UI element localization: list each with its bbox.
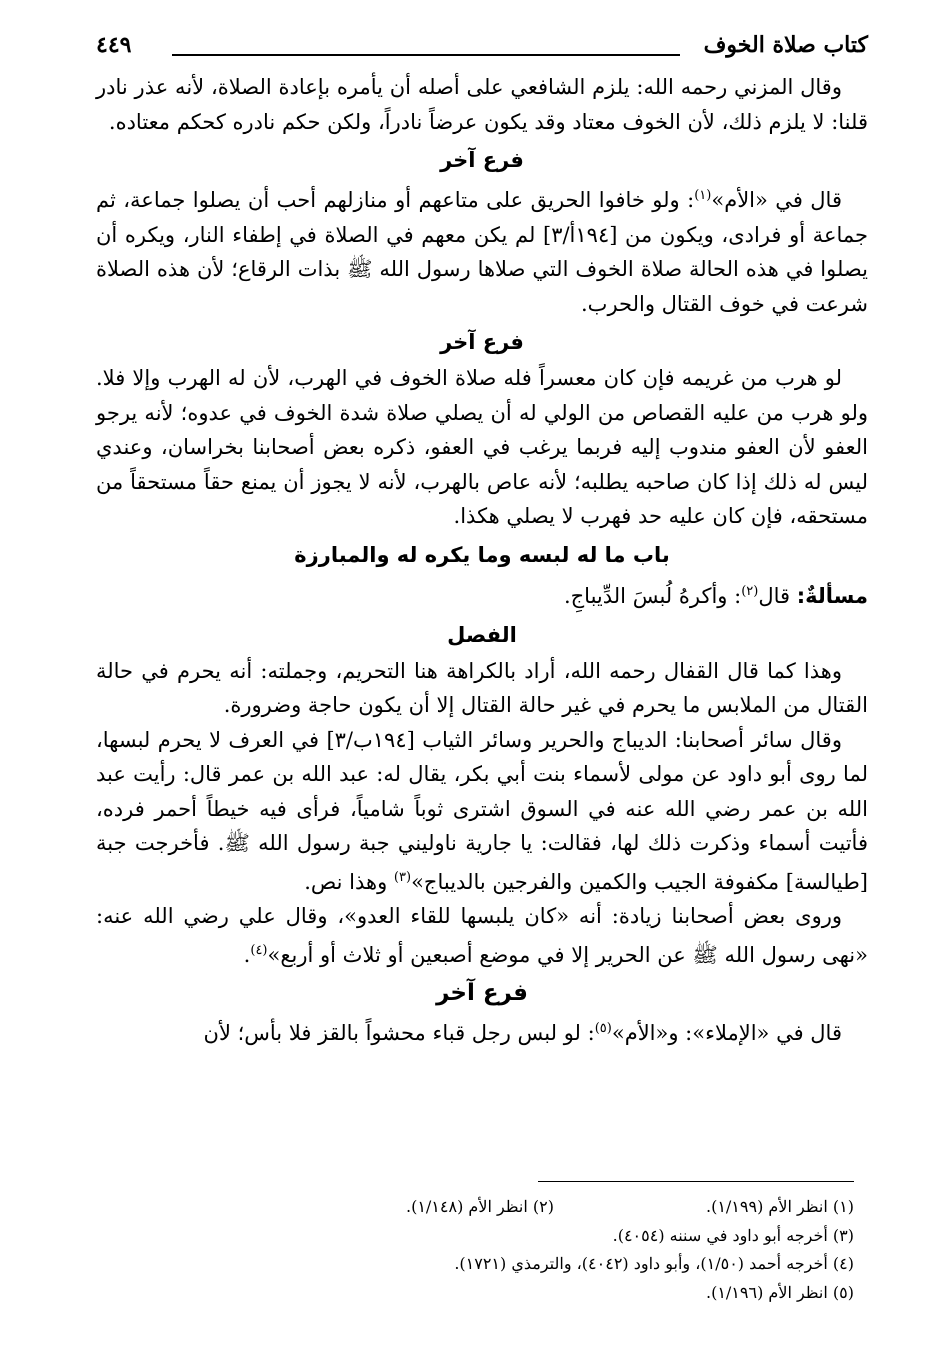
masala-line	[96, 574, 868, 614]
document-page	[96, 30, 868, 1051]
footnote-1: (١) انظر الأم (١/١٩٩).	[705, 1197, 854, 1216]
masala-label: مسألةٌ:	[796, 583, 868, 608]
section-heading-1: فرع آخر	[440, 148, 524, 172]
footnote-row	[154, 1250, 854, 1279]
footnotes	[154, 1193, 854, 1307]
section-heading-3: فرع آخر	[436, 980, 528, 1006]
paragraph-7-text-b: : لو لبس رجل قباء محشواً بالقز فلا بأس؛ لأن	[203, 1021, 595, 1045]
footnote-row	[154, 1222, 854, 1251]
footnote-row	[154, 1279, 854, 1308]
footnote-2: (٢) انظر الأم (١/١٤٨).	[405, 1197, 554, 1216]
footnote-ref-5: (٥)	[594, 1021, 612, 1036]
paragraph-1: وقال المزني رحمه الله: يلزم الشافعي على أصله أن يأمره بإعادة الصلاة، لأنه عذر نادر قلنا: لا يلزم ذلك، لأن الخوف معتاد وقد يكون عرضاً نادراً، ولكن حكم نادره كحكم معتاده.	[96, 75, 868, 134]
footnote-ref-2: (٢)	[741, 583, 759, 599]
section-heading-fasl: الفصل	[447, 622, 517, 647]
paragraph-7	[96, 1012, 868, 1051]
header-rule	[172, 54, 680, 56]
footnote-ref-4: (٤)	[250, 942, 268, 958]
paragraph-5-text-a: وقال سائر أصحابنا: الديباج والحرير وسائر الثياب [١٩٤ب/٣] في العرف لا يحرم لبسها، لما روى أبو داود عن مولى لأسماء بنت أبي بكر، يقال له: عبد الله بن عمر قال: رأيت عبد الله بن عمر رضي الله عنه في السوق اشترى ثوباً شامياً، فرأى فيه خيطاً أحمر فرده، فأتيت أسماء وذكرت ذلك لها، فقالت: يا جارية ناوليني جبة رسول الله ﷺ. فأخرجت جبة [طيالسة] مكفوفة الجيب والكمين والفرجين بالديباج»	[96, 727, 868, 894]
paragraph-7-text-a: قال في «الإملاء»: و«الأم»	[611, 1021, 842, 1045]
footnote-separator	[538, 1181, 854, 1182]
footnote-ref-3: (٣)	[393, 869, 412, 885]
footnote-ref-1: (١)	[694, 188, 712, 203]
header-title: كتاب صلاة الخوف	[703, 32, 868, 58]
paragraph-2	[96, 179, 868, 321]
footnote-5: (٥) انظر الأم (١/١٩٦).	[705, 1282, 854, 1302]
paragraph-6	[96, 899, 868, 972]
paragraph-6-text-a: وروى بعض أصحابنا زيادة: أنه «كان يلبسها للقاء العدو»، وقال علي رضي الله عنه: «نهى رسول الله ﷺ عن الحرير إلا في موضع أصبعين أو ثلاث أو أربع»	[96, 904, 868, 967]
footnote-3: (٣) أخرجه أبو داود في سننه (٤٠٥٤).	[612, 1225, 854, 1245]
footnote-row	[154, 1193, 854, 1222]
running-header	[96, 30, 868, 70]
chapter-heading: باب ما له لبسه وما يكره له والمبارزة	[294, 542, 670, 567]
paragraph-6-text-b: .	[243, 942, 251, 967]
paragraph-4: وهذا كما قال القفال رحمه الله، أراد بالكراهة هنا التحريم، وجملته: أنه يحرم في حالة القتال من الملابس ما يحرم في غير حالة القتال إلا أن يكون حاجة وضرورة.	[96, 658, 868, 717]
page-number: ٤٤٩	[96, 32, 132, 58]
paragraph-3: لو هرب من غريمه فإن كان معسراً فله صلاة الخوف في الهرب، لأن له الهرب وإلا فلا. ولو هرب من عليه القصاص من الولي له أن يصلي صلاة شدة الخوف في عدوه؛ لأنه يرجو العفو لأن العفو مندوب إليه فربما يرغب في العفو، ذكره بعض أصحابنا بخراسان، وعندي ليس له ذلك إذا كان صاحبه يطلبه؛ لأنه عاص بالهرب، لأنه لا يجوز أن يمنع حقاً مستحقاً من مستحقه، فإن كان عليه حد فهرب لا يصلي هكذا.	[96, 366, 868, 528]
paragraph-2-text-b: : ولو خافوا الحريق على متاعهم أو منازلهم أحب أن يصلوا جماعة، ثم جماعة أو فرادى، ويكون من [١٩٤أ/٣] لم يكن معهم في الصلاة في إطفاء النار، ويكره أن يصلوا في هذه الحالة صلاة الخوف التي صلاها رسول الله ﷺ بذات الرقاع؛ لأن هذه الصلاة شرعت في خوف القتال والحرب.	[96, 188, 868, 316]
section-heading-2: فرع آخر	[440, 330, 524, 354]
masala-text-a: قال	[758, 583, 797, 608]
paragraph-5-text-b: وهذا نص.	[304, 869, 394, 894]
paragraph-2-text-a: قال في «الأم»	[711, 188, 842, 212]
paragraph-5	[96, 723, 868, 900]
masala-text-b: : وأكرهُ لُبسَ الدِّيباجِ.	[563, 583, 742, 608]
footnote-4: (٤) أخرجه أحمد (١/٥٠)، وأبو داود (٤٠٤٢)، والترمذي (١٧٢١).	[454, 1254, 854, 1273]
